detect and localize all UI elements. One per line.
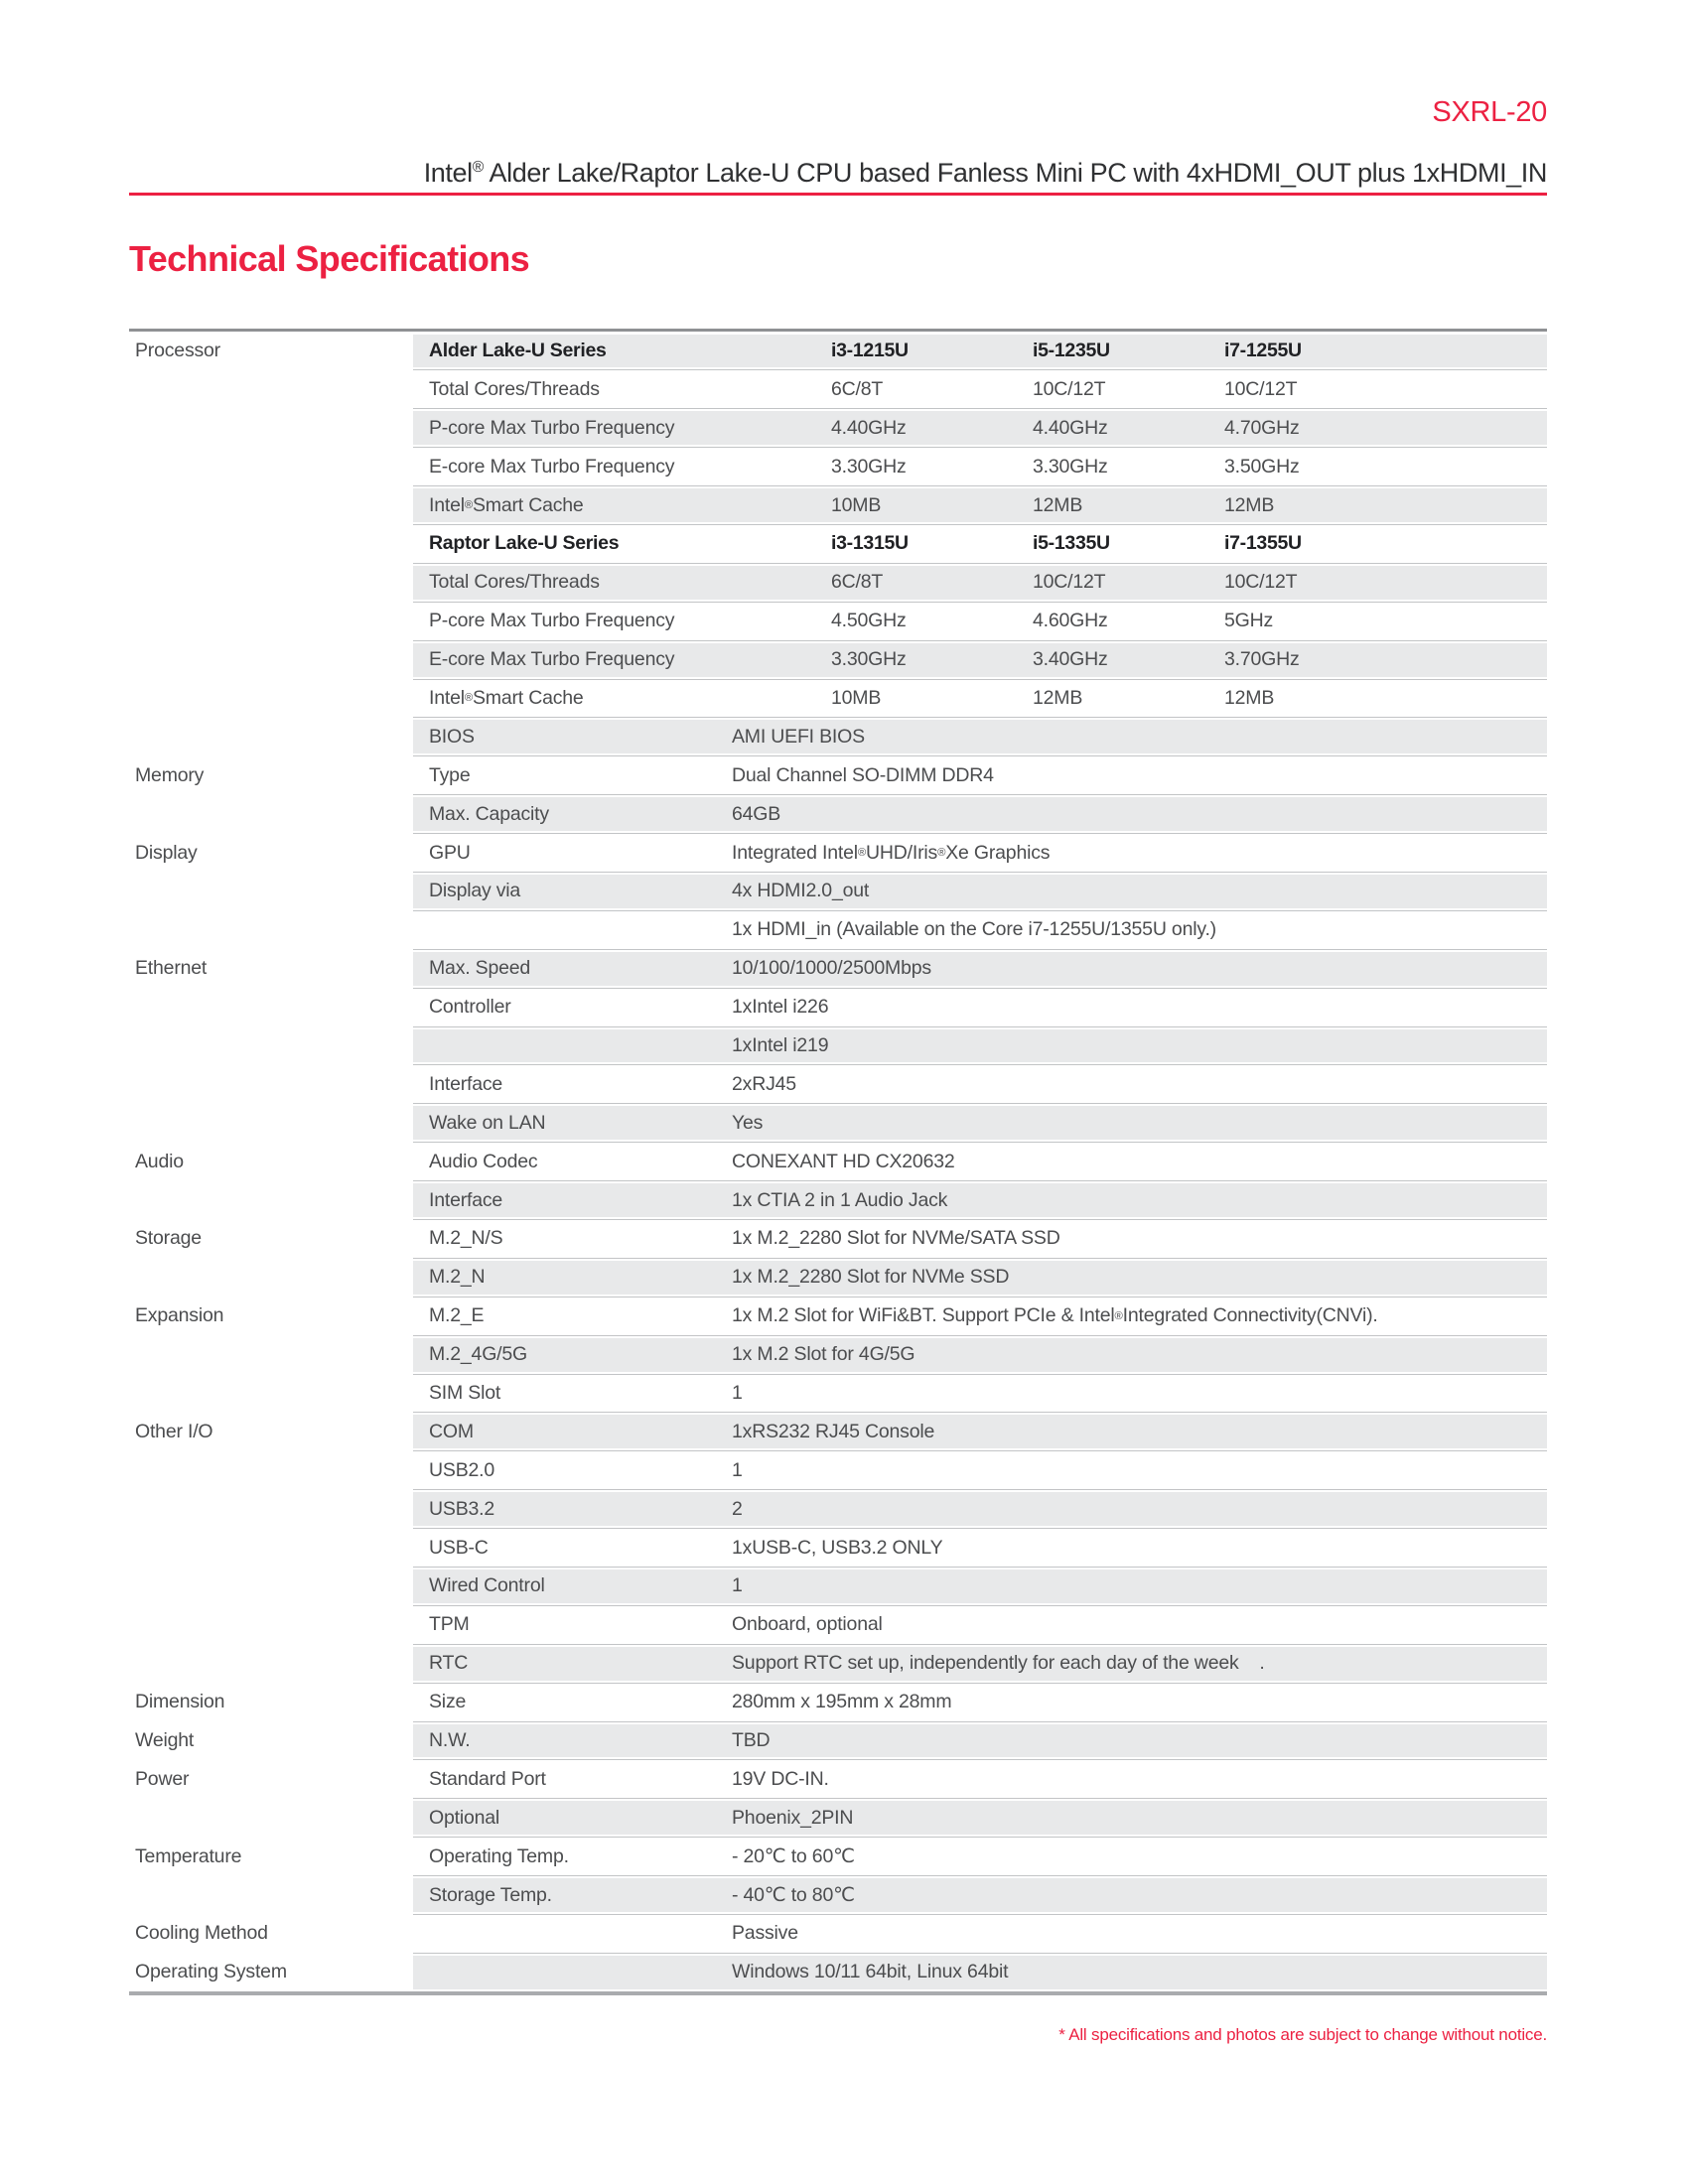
document-title: Intel® Alder Lake/Raptor Lake-U CPU based Fanless Mini PC with 4xHDMI_OUT plus 1xHDMI_IN (423, 158, 1547, 188)
value-cell: Support RTC set up, independently for each day of the week . (732, 1652, 1265, 1675)
value-cell: 1x M.2 Slot for WiFi&BT. Support PCIe & Intel ® Integrated Connectivity(CNVi). (732, 1304, 1378, 1327)
cpu-value-cell: 10C/12T (1033, 377, 1106, 400)
cpu-value-cell: 4.50GHz (831, 610, 907, 632)
value-cell: Dual Channel SO-DIMM DDR4 (732, 763, 994, 786)
row-cells (413, 335, 1547, 368)
table-row (129, 872, 1547, 910)
value-cell: 1xIntel i219 (732, 1033, 829, 1056)
attribute-label: TPM (429, 1613, 470, 1636)
category-label (129, 718, 413, 756)
category-label (129, 1644, 413, 1683)
table-row (129, 1490, 1547, 1529)
row-cells (413, 991, 1547, 1024)
category-label: Expansion (135, 1304, 224, 1327)
attribute-label: USB2.0 (429, 1458, 495, 1481)
attribute-label: M.2_N/S (429, 1227, 503, 1250)
attribute-label: P-core Max Turbo Frequency (429, 416, 675, 439)
cpu-value-cell: 12MB (1224, 686, 1275, 709)
attribute-label: BIOS (429, 725, 475, 748)
table-row (129, 409, 1547, 448)
category-label: Cooling Method (135, 1922, 268, 1945)
value-cell: Integrated Intel ® UHD/Iris ® Xe Graphics (732, 841, 1051, 864)
table-row (129, 1799, 1547, 1838)
category-label (129, 640, 413, 679)
category-label (129, 1568, 413, 1606)
table-row (129, 1181, 1547, 1220)
value-cell: 1x HDMI_in (Available on the Core i7-1255U/1355U only.) (732, 918, 1216, 941)
table-row (129, 1413, 1547, 1451)
row-cells (413, 605, 1547, 638)
row-cells (413, 411, 1547, 445)
value-cell: 1xIntel i226 (732, 996, 829, 1019)
category-label (129, 370, 413, 409)
table-row (129, 949, 1547, 988)
row-cells (413, 1840, 1547, 1873)
attribute-label: Controller (429, 996, 511, 1019)
cpu-value-cell: 10MB (831, 686, 882, 709)
value-cell: 2xRJ45 (732, 1072, 796, 1095)
table-row (129, 1953, 1547, 1991)
cpu-value-cell: 4.40GHz (831, 416, 907, 439)
row-cells (413, 1183, 1547, 1217)
value-cell: 1x M.2 Slot for 4G/5G (732, 1343, 915, 1366)
row-cells (413, 1647, 1547, 1681)
table-row (129, 1876, 1547, 1915)
table-row (129, 448, 1547, 486)
row-cells (413, 682, 1547, 716)
value-cell: 1 (732, 1574, 743, 1597)
attribute-label: M.2_E (429, 1304, 485, 1327)
row-cells (413, 720, 1547, 753)
category-label: Display (135, 841, 198, 864)
value-cell: 1x M.2_2280 Slot for NVMe SSD (732, 1266, 1010, 1289)
attribute-label: Total Cores/Threads (429, 571, 600, 594)
table-row (129, 1143, 1547, 1181)
category-label (129, 1181, 413, 1220)
category-label (129, 1104, 413, 1143)
cpu-value-cell: 3.30GHz (831, 455, 907, 478)
attribute-label: M.2_N (429, 1266, 486, 1289)
value-cell: 1x M.2_2280 Slot for NVMe/SATA SSD (732, 1227, 1060, 1250)
row-cells (413, 1570, 1547, 1603)
cpu-value-cell: 4.70GHz (1224, 416, 1300, 439)
row-cells (413, 1531, 1547, 1565)
attribute-label: Raptor Lake-U Series (429, 532, 620, 555)
category-label (129, 795, 413, 834)
cpu-value-cell: 3.30GHz (1033, 455, 1108, 478)
table-row (129, 1451, 1547, 1490)
category-label: Ethernet (135, 957, 208, 980)
row-cells (413, 875, 1547, 908)
registered-mark: ® (472, 159, 484, 176)
table-row (129, 1683, 1547, 1721)
cpu-value-cell: 12MB (1033, 493, 1083, 516)
table-row (129, 524, 1547, 563)
category-label: Storage (135, 1227, 202, 1250)
attribute-label: Alder Lake-U Series (429, 339, 607, 361)
table-row (129, 1568, 1547, 1606)
table-row (129, 640, 1547, 679)
category-label (129, 1335, 413, 1374)
table-row (129, 1721, 1547, 1760)
table-row (129, 370, 1547, 409)
attribute-label: Storage Temp. (429, 1883, 552, 1906)
row-cells (413, 1415, 1547, 1448)
header-rule (129, 193, 1547, 196)
attribute-label: Standard Port (429, 1767, 546, 1790)
row-cells (413, 1338, 1547, 1372)
attribute-label: E-core Max Turbo Frequency (429, 455, 675, 478)
row-cells (413, 1067, 1547, 1101)
attribute-label: USB3.2 (429, 1497, 495, 1520)
category-label (129, 448, 413, 486)
cpu-value-cell: 10C/12T (1224, 571, 1298, 594)
cpu-value-cell: i5-1235U (1033, 339, 1110, 361)
table-row (129, 834, 1547, 873)
category-label (129, 1065, 413, 1104)
row-cells (413, 1686, 1547, 1719)
attribute-label: Max. Capacity (429, 802, 549, 825)
category-label (129, 1876, 413, 1915)
category-label: Weight (135, 1729, 195, 1751)
row-cells (413, 836, 1547, 870)
cpu-value-cell: 12MB (1033, 686, 1083, 709)
row-cells (413, 1762, 1547, 1796)
table-row (129, 1374, 1547, 1413)
category-label (129, 872, 413, 910)
value-cell: AMI UEFI BIOS (732, 725, 865, 748)
table-row (129, 718, 1547, 756)
row-cells (413, 952, 1547, 986)
attribute-label (413, 1029, 732, 1063)
table-row (129, 602, 1547, 640)
cpu-value-cell: 6C/8T (831, 377, 884, 400)
attribute-label: Optional (429, 1806, 500, 1829)
cpu-value-cell: 3.50GHz (1224, 455, 1300, 478)
attribute-label: COM (429, 1420, 474, 1442)
value-cell: 1xUSB-C, USB3.2 ONLY (732, 1536, 943, 1559)
value-cell: 10/100/1000/2500Mbps (732, 957, 931, 980)
row-cells (413, 372, 1547, 406)
category-label (129, 1026, 413, 1065)
cpu-value-cell: 3.30GHz (831, 648, 907, 671)
attribute-label: Wake on LAN (429, 1111, 546, 1134)
row-cells (413, 1724, 1547, 1758)
row-cells (413, 488, 1547, 522)
cpu-value-cell: 10C/12T (1224, 377, 1298, 400)
value-cell: Phoenix_2PIN (732, 1806, 854, 1829)
cpu-value-cell: 12MB (1224, 493, 1275, 516)
row-cells (413, 566, 1547, 600)
row-cells (413, 450, 1547, 483)
cpu-value-cell: 3.40GHz (1033, 648, 1108, 671)
value-cell: CONEXANT HD CX20632 (732, 1150, 955, 1172)
row-cells (413, 913, 1547, 947)
value-cell: 1x CTIA 2 in 1 Audio Jack (732, 1188, 948, 1211)
attribute-label: Total Cores/Threads (429, 377, 600, 400)
category-label (129, 679, 413, 718)
table-row (129, 1605, 1547, 1644)
value-cell: Windows 10/11 64bit, Linux 64bit (732, 1961, 1009, 1983)
cpu-value-cell: 6C/8T (831, 571, 884, 594)
category-label (129, 524, 413, 563)
cpu-value-cell: 5GHz (1224, 610, 1274, 632)
table-row (129, 1335, 1547, 1374)
table-row (129, 679, 1547, 718)
value-cell: 4x HDMI2.0_out (732, 880, 870, 902)
table-row (129, 795, 1547, 834)
category-label: Other I/O (135, 1420, 213, 1442)
category-label (129, 409, 413, 448)
table-row (129, 1258, 1547, 1297)
attribute-label (413, 913, 732, 947)
value-cell: 2 (732, 1497, 743, 1520)
attribute-label: Operating Temp. (429, 1844, 569, 1867)
cpu-value-cell: i3-1315U (831, 532, 909, 555)
row-cells (413, 797, 1547, 831)
category-label (129, 486, 413, 525)
table-row (129, 1529, 1547, 1568)
row-cells (413, 1453, 1547, 1487)
category-label: Audio (135, 1150, 184, 1172)
row-cells (413, 1492, 1547, 1526)
table-row (129, 1104, 1547, 1143)
attribute-label: USB-C (429, 1536, 489, 1559)
value-cell: 64GB (732, 802, 781, 825)
table-row (129, 1065, 1547, 1104)
value-cell: - 40℃ to 80℃ (732, 1884, 855, 1907)
category-label (129, 1529, 413, 1568)
category-label (129, 1258, 413, 1297)
model-number: SXRL-20 (1432, 96, 1547, 128)
category-label (129, 602, 413, 640)
cpu-value-cell: 10MB (831, 493, 882, 516)
attribute-label: N.W. (429, 1729, 471, 1751)
attribute-label: P-core Max Turbo Frequency (429, 610, 675, 632)
category-label (129, 1490, 413, 1529)
table-row (129, 1297, 1547, 1335)
category-label: Processor (135, 339, 220, 361)
value-cell: Onboard, optional (732, 1613, 883, 1636)
value-cell: 1 (732, 1381, 743, 1404)
category-label: Temperature (135, 1844, 242, 1867)
attribute-label: Intel ® Smart Cache (429, 686, 584, 709)
row-cells (413, 1878, 1547, 1912)
value-cell: Yes (732, 1111, 764, 1134)
category-label (129, 1799, 413, 1838)
row-cells (413, 643, 1547, 677)
attribute-label: Type (429, 763, 471, 786)
cpu-value-cell: 10C/12T (1033, 571, 1106, 594)
table-row (129, 1838, 1547, 1876)
row-cells (413, 1222, 1547, 1256)
section-heading: Technical Specifications (129, 238, 530, 279)
spec-table (129, 329, 1547, 1995)
table-row (129, 1915, 1547, 1954)
category-label: Operating System (135, 1961, 287, 1983)
row-cells (413, 1145, 1547, 1178)
attribute-label (413, 1917, 732, 1951)
cpu-value-cell: i7-1255U (1224, 339, 1302, 361)
row-cells (413, 1261, 1547, 1295)
attribute-label: Max. Speed (429, 957, 531, 980)
value-cell: 19V DC-IN. (732, 1767, 829, 1790)
category-label (129, 1451, 413, 1490)
row-cells (413, 1956, 1547, 1989)
attribute-label: E-core Max Turbo Frequency (429, 648, 675, 671)
row-cells (413, 1377, 1547, 1411)
attribute-label: GPU (429, 841, 471, 864)
attribute-label: Display via (429, 880, 521, 902)
attribute-label: Size (429, 1691, 467, 1713)
cpu-value-cell: 4.60GHz (1033, 610, 1108, 632)
row-cells (413, 527, 1547, 561)
category-label (129, 1374, 413, 1413)
row-cells (413, 1608, 1547, 1642)
value-cell: 1xRS232 RJ45 Console (732, 1420, 935, 1442)
row-cells (413, 1299, 1547, 1333)
row-cells (413, 1029, 1547, 1063)
table-row (129, 988, 1547, 1026)
value-cell: 280mm x 195mm x 28mm (732, 1691, 952, 1713)
cpu-value-cell: i3-1215U (831, 339, 909, 361)
attribute-label: SIM Slot (429, 1381, 501, 1404)
row-cells (413, 1801, 1547, 1835)
cpu-value-cell: i5-1335U (1033, 532, 1110, 555)
value-cell: Passive (732, 1922, 798, 1945)
attribute-label: Interface (429, 1188, 503, 1211)
cpu-value-cell: i7-1355U (1224, 532, 1302, 555)
value-cell: 1 (732, 1458, 743, 1481)
category-label (129, 1605, 413, 1644)
row-cells (413, 758, 1547, 792)
attribute-label: RTC (429, 1652, 469, 1675)
table-row (129, 563, 1547, 602)
table-row (129, 910, 1547, 949)
table-row (129, 1644, 1547, 1683)
value-cell: TBD (732, 1729, 771, 1751)
attribute-label: M.2_4G/5G (429, 1343, 527, 1366)
spec-table-rows (129, 332, 1547, 1991)
cpu-value-cell: 3.70GHz (1224, 648, 1300, 671)
attribute-label: Wired Control (429, 1574, 545, 1597)
table-row (129, 1760, 1547, 1799)
table-row (129, 332, 1547, 370)
category-label (129, 988, 413, 1026)
category-label: Dimension (135, 1691, 225, 1713)
table-row (129, 486, 1547, 525)
category-label: Power (135, 1767, 190, 1790)
table-row (129, 1219, 1547, 1258)
value-cell: - 20℃ to 60℃ (732, 1845, 855, 1868)
table-row (129, 756, 1547, 795)
category-label (129, 910, 413, 949)
category-label: Memory (135, 763, 205, 786)
attribute-label: Audio Codec (429, 1150, 538, 1172)
footnote: * All specifications and photos are subject to change without notice. (1058, 2025, 1547, 2044)
table-row (129, 1026, 1547, 1065)
category-label (129, 563, 413, 602)
row-cells (413, 1917, 1547, 1951)
attribute-label (413, 1956, 732, 1989)
attribute-label: Interface (429, 1072, 503, 1095)
attribute-label: Intel ® Smart Cache (429, 493, 584, 516)
row-cells (413, 1106, 1547, 1140)
cpu-value-cell: 4.40GHz (1033, 416, 1108, 439)
